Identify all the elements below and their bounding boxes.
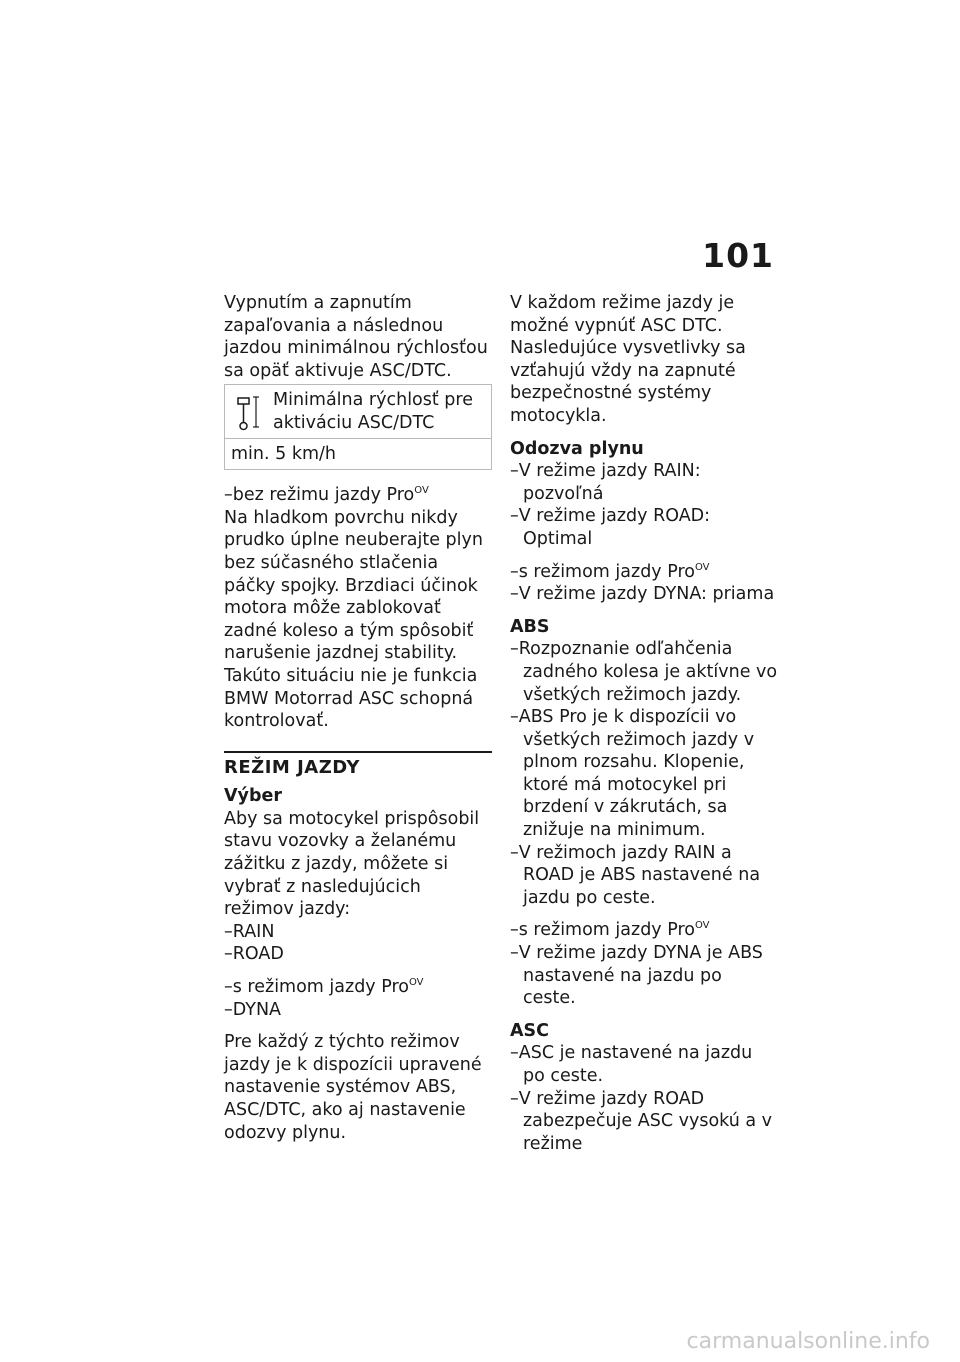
technical-data-icon [225, 389, 273, 434]
intro-paragraph: Vypnutím a zapnutím zapaľovania a následnou jazdou minimálnou rýchlosťou sa opäť aktivuje ASC/DTC. [224, 293, 488, 381]
list-item: –ASC je nastavené na jazdu po ceste. [510, 1043, 753, 1086]
pro-item: –s režimom jazdy Pro$^{OV}$ [510, 920, 710, 941]
sub-title: Výber [224, 786, 282, 807]
warning-paragraph: Na hladkom povrchu nikdy prudko úplne neuberajte plyn bez súčasného stlačenia páčky spojky. Brzdiaci účinok motora môže zablokovať zadné koleso a tým spôsobiť narušenie jazdnej stability. Takúto situáciu nie je funkcia BMW Motorrad ASC schopná kontrolovať. [224, 507, 483, 732]
spec-header [225, 385, 491, 438]
list-item-text: V režime jazdy ROAD: Optimal [518, 506, 711, 549]
option-sup: OV [414, 485, 429, 497]
list-item: –V režime jazdy ROAD: Optimal [510, 506, 711, 549]
pro-item: –s režimom jazdy Pro$^{OV}$ [510, 561, 710, 582]
section-divider [224, 751, 492, 753]
list-item: –ROAD [224, 944, 284, 965]
list-item: –V režime jazdy DYNA: priama [510, 584, 775, 605]
list-item: –V režime jazdy ROAD zabezpečuje ASC vysokú a v režime [510, 1088, 773, 1154]
option-sup: OV [408, 977, 424, 989]
list-item: –V režime jazdy DYNA je ABS nastavené na jazdu po ceste. [510, 943, 763, 1009]
list-item-text: ABS Pro je k dispozícii vo všetkých režimoch jazdy v plnom rozsahu. Klopenie, ktoré má motocykel pri brzdení v zákrutách, sa znižuje na minimum. [518, 707, 755, 841]
list-item-text: Rozpoznanie odľahčenia zadného kolesa je aktívne vo všetkých režimoch jazdy. [518, 639, 778, 705]
page-number: 101 [702, 236, 774, 275]
spec-value: min. 5 km/h [231, 443, 336, 464]
asc-title: ASC [510, 1020, 549, 1041]
list-item: –Rozpoznanie odľahčenia zadného kolesa je aktívne vo všetkých režimoch jazdy. [510, 639, 778, 705]
left-column [224, 292, 492, 1144]
pro-text: s režimom jazdy Pro [232, 977, 409, 998]
bez-pro-item: –bez režimu jazdy Pro$^{OV}$ [224, 485, 429, 506]
pro-item: –s režimom jazdy Pro$^{OV}$ [224, 977, 424, 998]
throttle-title: Odozva plynu [510, 438, 644, 459]
list-item: –ABS Pro je k dispozícii vo všetkých režimoch jazdy v plnom rozsahu. Klopenie, ktoré má motocykel pri brzdení v zákrutách, sa znižuje na minimum. [510, 707, 755, 841]
list-item: –V režime jazdy RAIN: pozvoľná [510, 461, 701, 504]
list-item-text: ASC je nastavené na jazdu po ceste. [518, 1043, 753, 1086]
abs-title: ABS [510, 616, 550, 637]
list-item-text: V režime jazdy RAIN: pozvoľná [518, 461, 701, 504]
list-item-text: ROAD [232, 944, 284, 965]
right-column [510, 292, 778, 1155]
spec-table [224, 384, 492, 470]
list-item-text: V režime jazdy DYNA je ABS nastavené na jazdu po ceste. [518, 943, 763, 1009]
intro-paragraph: V každom režime jazdy je možné vypnúť ASC DTC. Nasledujúce vysvetlivky sa vzťahujú vždy na zapnuté bezpečnostné systémy motocykla. [510, 293, 746, 426]
watermark: carmanualsonline.info [686, 1329, 930, 1354]
list-item-text: V režime jazdy DYNA: priama [518, 584, 775, 605]
closing-paragraph: Pre každý z týchto režimov jazdy je k dispozícii upravené nastavenie systémov ABS, ASC/DTC, ako aj nastavenie odozvy plynu. [224, 1032, 482, 1143]
pro-text: s režimom jazdy Pro [518, 561, 695, 582]
bez-pro-text: bez režimu jazdy Pro [232, 485, 415, 506]
list-item-text: V režime jazdy ROAD zabezpečuje ASC vysokú a v režime [518, 1088, 773, 1154]
select-paragraph: Aby sa motocykel prispôsobil stavu vozovky a želanému zážitku z jazdy, môžete si vybrať z nasledujúcich režimov jazdy: [224, 808, 480, 920]
section-title: REŽIM JAZDY [224, 756, 360, 778]
list-item-text: V režimoch jazdy RAIN a ROAD je ABS nastavené na jazdu po ceste. [518, 842, 761, 908]
list-item-text: RAIN [232, 921, 275, 942]
list-item: –DYNA [224, 999, 282, 1020]
list-item-text: DYNA [232, 999, 282, 1020]
option-sup: OV [694, 561, 710, 573]
pro-text: s režimom jazdy Pro [518, 920, 695, 941]
spec-title: Minimálna rýchlosť pre aktiváciu ASC/DTC [273, 390, 473, 433]
list-item: –V režimoch jazdy RAIN a ROAD je ABS nastavené na jazdu po ceste. [510, 842, 761, 908]
list-item: –RAIN [224, 921, 275, 942]
option-sup: OV [694, 920, 710, 932]
